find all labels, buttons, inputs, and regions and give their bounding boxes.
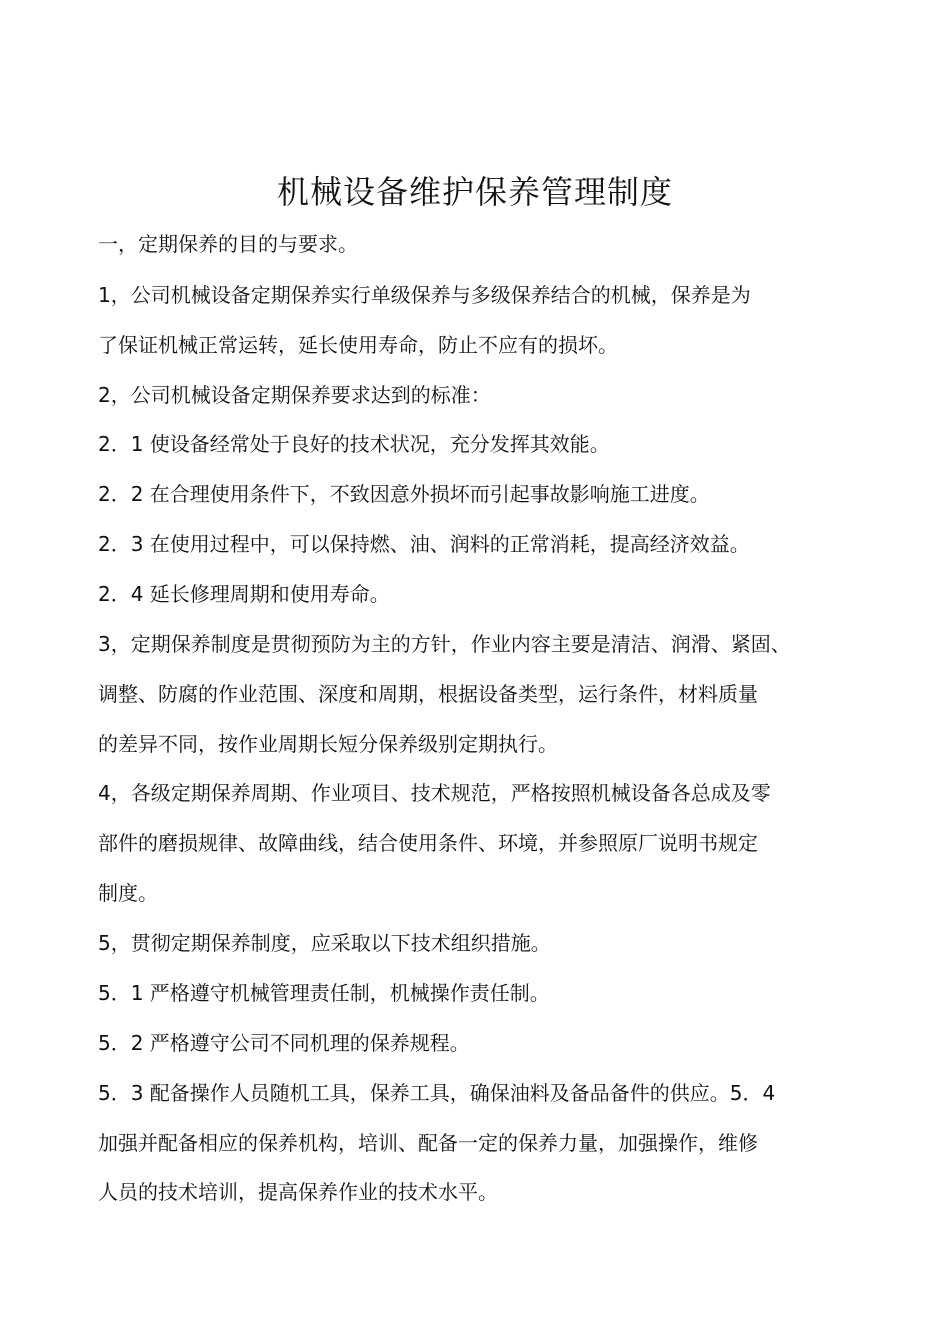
paragraph-line: 5，贯彻定期保养制度，应采取以下技术组织措施。 <box>98 931 551 955</box>
document-title: 机械设备维护保养管理制度 <box>276 173 673 211</box>
paragraph-line: 5．2 严格遵守公司不同机理的保养规程。 <box>98 1031 470 1055</box>
paragraph-line: 4，各级定期保养周期、作业项目、技术规范，严格按照机械设备各总成及零 <box>98 781 771 805</box>
paragraph-line: 3，定期保养制度是贯彻预防为主的方针，作业内容主要是清洁、润滑、紧固、 <box>98 632 791 656</box>
paragraph-line: 加强并配备相应的保养机构，培训、配备一定的保养力量，加强操作，维修 <box>98 1131 758 1155</box>
paragraph-line: 5．1 严格遵守机械管理责任制，机械操作责任制。 <box>98 981 550 1005</box>
paragraph-line: 2．3 在使用过程中，可以保持燃、油、润料的正常消耗，提高经济效益。 <box>98 532 750 556</box>
paragraph-line: 2．4 延长修理周期和使用寿命。 <box>98 582 390 606</box>
paragraph-line: 制度。 <box>98 881 158 905</box>
paragraph-line: 了保证机械正常运转，延长使用寿命，防止不应有的损坏。 <box>98 333 618 357</box>
paragraph-line: 人员的技术培训，提高保养作业的技术水平。 <box>98 1180 498 1204</box>
paragraph-line: 1，公司机械设备定期保养实行单级保养与多级保养结合的机械，保养是为 <box>98 283 751 307</box>
paragraph-line: 调整、防腐的作业范围、深度和周期，根据设备类型，运行条件，材料质量 <box>98 682 758 706</box>
paragraph-line: 2，公司机械设备定期保养要求达到的标准： <box>98 383 491 407</box>
paragraph-line: 2．2 在合理使用条件下，不致因意外损坏而引起事故影响施工进度。 <box>98 482 710 506</box>
paragraph-line: 部件的磨损规律、故障曲线，结合使用条件、环境，并参照原厂说明书规定 <box>98 831 758 855</box>
paragraph-line: 2．1 使设备经常处于良好的技术状况，充分发挥其效能。 <box>98 432 610 456</box>
section-heading-1: 一，定期保养的目的与要求。 <box>98 232 358 256</box>
paragraph-line: 的差异不同，按作业周期长短分保养级别定期执行。 <box>98 732 558 756</box>
paragraph-line: 5．3 配备操作人员随机工具，保养工具，确保油料及备品备件的供应。5．4 <box>98 1081 776 1105</box>
